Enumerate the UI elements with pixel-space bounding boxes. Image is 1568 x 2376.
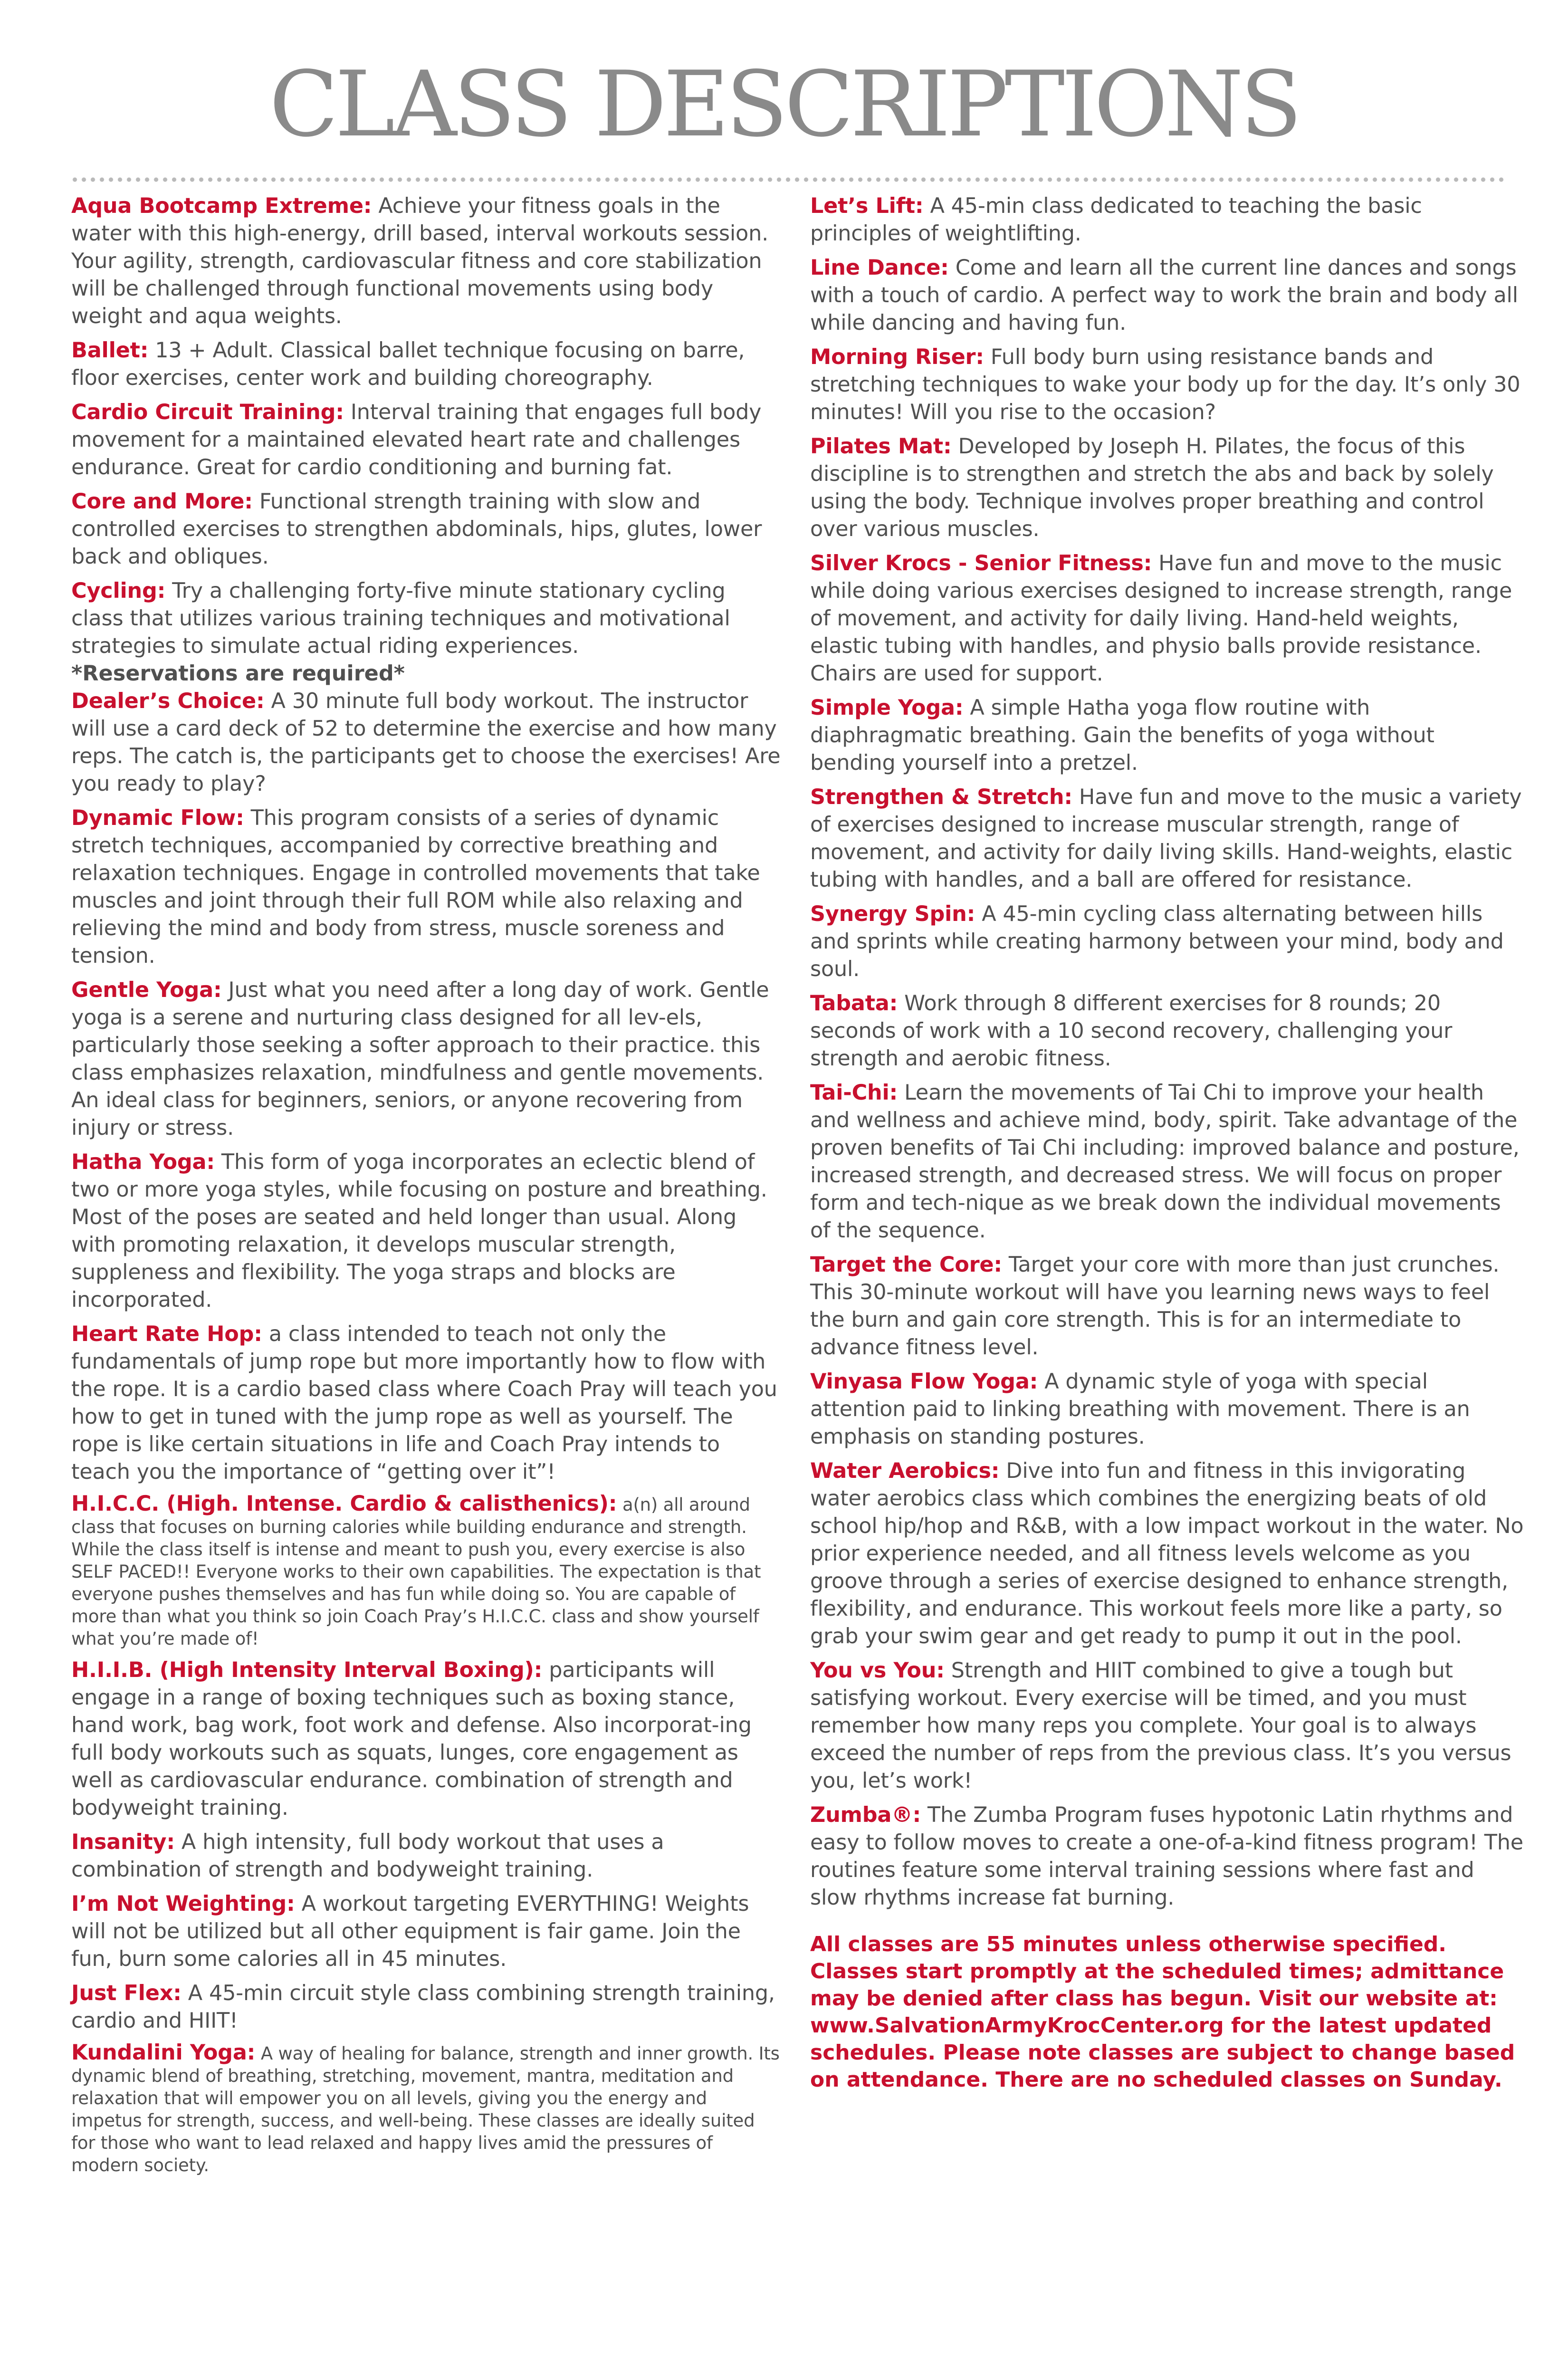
class-text: Dive into fun and fitness in this invigorating water aerobics class which combines the energizing beats of old school hip/hop and R&B, with a low impact workout in the water. No prior experience needed, and all fitness levels welcome as you groove through a series of exercise designed to enhance strength, flexibility, and endurance. This workout feels more like a party, so grab your swim gear and get ready to pump it out in the pool. bbox=[810, 1459, 1524, 1648]
class-name: Just Flex: bbox=[71, 1981, 182, 2005]
class-name: You vs You: bbox=[810, 1658, 945, 1683]
class-text: Interval training that engages full body movement for a maintained elevated heart rate and challenges endurance. Great for cardio conditioning and burning fat. bbox=[71, 400, 762, 479]
class-text: Learn the movements of Tai Chi to improve your health and wellness and achieve mind, body, spirit. Take advantage of the proven benefits of Tai Chi including: improved balance and posture, increased strength, and decreased stress. We will focus on proper form and tech-nique as we break down the individual movements of the sequence. bbox=[810, 1081, 1520, 1243]
class-text: 13 + Adult. Classical ballet technique focusing on barre, floor exercises, center work and building choreography. bbox=[71, 338, 745, 390]
class-description bbox=[71, 1321, 782, 1486]
page-title: CLASS DESCRIPTIONS bbox=[269, 52, 1299, 157]
class-description bbox=[810, 1657, 1525, 1795]
class-name: Pilates Mat: bbox=[810, 434, 952, 459]
class-description bbox=[810, 1457, 1525, 1650]
class-text: A 45-min class dedicated to teaching the basic principles of weightlifting. bbox=[810, 194, 1422, 246]
class-description bbox=[810, 254, 1525, 337]
class-description bbox=[71, 805, 782, 970]
schedule-notice: All classes are 55 minutes unless otherwise specified. Classes start promptly at the scheduled times; admittance may be denied after class has begun. Visit our website at: www.SalvationArmyKrocCenter.org for the latest updated schedules. Please note classes are subject to change based on attendance. There are no scheduled classes on Sunday. bbox=[810, 1932, 1515, 2092]
class-name: Target the Core: bbox=[810, 1253, 1002, 1277]
class-description bbox=[810, 784, 1525, 894]
class-name: Tabata: bbox=[810, 991, 898, 1016]
class-description bbox=[810, 1801, 1525, 1912]
class-text: A high intensity, full body workout that uses a combination of strength and bodyweight training. bbox=[71, 1830, 664, 1882]
dotted-divider bbox=[70, 176, 1505, 183]
class-text: Strength and HIIT combined to give a tough but satisfying workout. Every exercise will be timed, and you must remember how many reps you complete. Your goal is to always exceed the number of reps from the previous class. It’s you versus you, let’s work! bbox=[810, 1658, 1511, 1793]
class-text: This form of yoga incorporates an eclectic blend of two or more yoga styles, while focusing on posture and breathing. Most of the poses are seated and held longer than usual. Along with promoting relaxation, it develops muscular strength, suppleness and flexibility. The yoga straps and blocks are incorporated. bbox=[71, 1150, 767, 1312]
class-description bbox=[810, 550, 1525, 688]
class-description bbox=[71, 1890, 782, 1973]
class-text: Have fun and move to the music a variety of exercises designed to increase muscular strength, range of movement, and activity for daily living skills. Hand-weights, elastic tubing with handles, and a ball are offered for resistance. bbox=[810, 785, 1522, 892]
class-text: Just what you need after a long day of work. Gentle yoga is a serene and nurturing class designed for all lev-els, particularly those seeking a softer approach to their practice. this class emphasizes relaxation, mindfulness and gentle movements. An ideal class for beginners, seniors, or anyone recovering from injury or stress. bbox=[71, 978, 769, 1140]
class-name: Tai-Chi: bbox=[810, 1081, 898, 1105]
class-name: Ballet: bbox=[71, 338, 149, 363]
class-text: A workout targeting EVERYTHING! Weights will not be utilized but all other equipment is fair game. Join the fun, burn some calories all in 45 minutes. bbox=[71, 1892, 749, 1971]
class-description bbox=[810, 901, 1525, 983]
class-text: A way of healing for balance, strength and inner growth. Its dynamic blend of breathing, stretching, movement, mantra, meditation and relaxation that will empower you on all levels, giving you the energy and impetus for strength, success, and well-being. These classes are ideally suited for those who want to lead relaxed and happy lives amid the pressures of modern society. bbox=[71, 2043, 780, 2175]
class-name: Cycling: bbox=[71, 579, 166, 603]
class-name: I’m Not Weighting: bbox=[71, 1892, 295, 1916]
class-name: Simple Yoga: bbox=[810, 696, 964, 720]
class-text: Target your core with more than just crunches. This 30-minute workout will have you learning news ways to feel the burn and gain core strength. This is for an intermediate to advance fitness level. bbox=[810, 1253, 1500, 1360]
class-name: Water Aerobics: bbox=[810, 1459, 1000, 1483]
class-description bbox=[71, 1149, 782, 1314]
class-name: Silver Krocs - Senior Fitness: bbox=[810, 551, 1152, 575]
class-description bbox=[810, 433, 1525, 543]
class-name: Aqua Bootcamp Extreme: bbox=[71, 194, 372, 218]
left-column bbox=[71, 192, 782, 2183]
right-column bbox=[810, 192, 1525, 2114]
class-description bbox=[810, 1079, 1525, 1245]
reservation-note: *Reservations are required* bbox=[71, 661, 405, 686]
class-text: Work through 8 different exercises for 8 rounds; 20 seconds of work with a 10 second recovery, challenging your strength and aerobic fitness. bbox=[810, 991, 1453, 1071]
class-description bbox=[810, 344, 1525, 426]
class-description bbox=[71, 1829, 782, 1884]
class-name: Vinyasa Flow Yoga: bbox=[810, 1370, 1038, 1394]
class-text: Come and learn all the current line dances and songs with a touch of cardio. A perfect way to work the brain and body all while dancing and having fun. bbox=[810, 256, 1518, 335]
class-name: Dealer’s Choice: bbox=[71, 689, 265, 713]
class-name: Cardio Circuit Training: bbox=[71, 400, 344, 424]
class-text: a(n) all around class that focuses on burning calories while building endurance and strength. While the class itself is intense and meant to push you, every exercise is also SELF PACED!! Everyone works to their own capabilities. The expectation is that everyone pushes themselves and has fun while doing so. You are capable of more than what you think so join Coach Pray’s H.I.C.C. class and show yourself what you’re made of! bbox=[71, 1495, 761, 1649]
class-description bbox=[71, 977, 782, 1142]
class-text: Achieve your fitness goals in the water with this high-energy, drill based, interval workouts session. Your agility, strength, cardiovascular fitness and core stabilization will be challenged through functional movements using body weight and aqua weights. bbox=[71, 194, 769, 328]
class-description bbox=[810, 192, 1525, 248]
class-text: A dynamic style of yoga with special attention paid to linking breathing with movement. There is an emphasis on standing postures. bbox=[810, 1370, 1470, 1449]
class-description bbox=[71, 192, 782, 330]
class-name: Strengthen & Stretch: bbox=[810, 785, 1072, 809]
class-text: A 30 minute full body workout. The instructor will use a card deck of 52 to determine the exercise and how many reps. The catch is, the participants get to choose the exercises! Are you ready to play? bbox=[71, 689, 781, 796]
class-name: Let’s Lift: bbox=[810, 194, 924, 218]
class-description bbox=[71, 399, 782, 481]
class-text: Full body burn using resistance bands and stretching techniques to wake your body up for the day. It’s only 30 minutes! Will you rise to the occasion? bbox=[810, 345, 1520, 424]
class-name: Heart Rate Hop: bbox=[71, 1322, 262, 1346]
class-description bbox=[71, 337, 782, 392]
class-text: The Zumba Program fuses hypotonic Latin rhythms and easy to follow moves to create a one-of-a-kind fitness program! The routines feature some interval training sessions where fast and slow rhythms increase fat burning. bbox=[810, 1803, 1523, 1910]
class-description bbox=[71, 1657, 782, 1822]
class-text: Have fun and move to the music while doing various exercises designed to increase strength, range of movement, and activity for daily living. Hand-held weights, elastic tubing with handles, and physio balls provide resistance. Chairs are used for support. bbox=[810, 551, 1512, 686]
class-name: Core and More: bbox=[71, 489, 253, 514]
class-name: Synergy Spin: bbox=[810, 902, 975, 926]
class-text: A 45-min circuit style class combining strength training, cardio and HIIT! bbox=[71, 1981, 775, 2033]
class-description bbox=[810, 694, 1525, 777]
class-name: Line Dance: bbox=[810, 256, 949, 280]
class-description bbox=[810, 1368, 1525, 1451]
class-description bbox=[71, 1980, 782, 2035]
class-text: a class intended to teach not only the fundamentals of jump rope but more importantly how to flow with the rope. It is a cardio based class where Coach Pray will teach you how to get in tuned with the jump rope as well as yourself. The rope is like certain situations in life and Coach Pray intends to teach you the importance of “getting over it”! bbox=[71, 1322, 777, 1484]
class-text: A simple Hatha yoga flow routine with diaphragmatic breathing. Gain the benefits of yoga without bending yourself into a pretzel. bbox=[810, 696, 1434, 775]
class-text: Developed by Joseph H. Pilates, the focus of this discipline is to strengthen and stretch the abs and back by solely using the body. Technique involves proper breathing and control over various muscles. bbox=[810, 434, 1494, 541]
class-name: H.I.I.B. (High Intensity Interval Boxing): bbox=[71, 1658, 543, 1682]
class-text: This program consists of a series of dynamic stretch techniques, accompanied by corrective breathing and relaxation techniques. Engage in controlled movements that take muscles and joint through their full ROM while also relaxing and relieving the mind and body from stress, muscle soreness and tension. bbox=[71, 806, 760, 968]
class-text: A 45-min cycling class alternating between hills and sprints while creating harmony between your mind, body and soul. bbox=[810, 902, 1504, 981]
class-description bbox=[71, 1493, 782, 1650]
class-description bbox=[71, 488, 782, 571]
class-description bbox=[71, 577, 782, 660]
class-name: Gentle Yoga: bbox=[71, 978, 222, 1002]
class-name: Morning Riser: bbox=[810, 345, 984, 369]
class-name: Insanity: bbox=[71, 1830, 175, 1854]
class-name: Hatha Yoga: bbox=[71, 1150, 215, 1174]
class-text: Functional strength training with slow and controlled exercises to strengthen abdominals, hips, glutes, lower back and obliques. bbox=[71, 489, 762, 569]
class-text: Try a challenging forty-five minute stationary cycling class that utilizes various training techniques and motivational strategies to simulate actual riding experiences. bbox=[71, 579, 730, 658]
class-name: Kundalini Yoga: bbox=[71, 2041, 256, 2065]
class-description bbox=[71, 688, 782, 798]
class-name: Dynamic Flow: bbox=[71, 806, 244, 830]
class-name: Zumba®: bbox=[810, 1803, 921, 1827]
class-description bbox=[810, 990, 1525, 1073]
class-description bbox=[71, 2041, 782, 2176]
class-description bbox=[810, 1251, 1525, 1361]
class-text: participants will engage in a range of boxing techniques such as boxing stance, hand work, bag work, foot work and defense. Also incorporat-ing full body workouts such as squats, lunges, core engagement as well as cardiovascular endurance. combination of strength and bodyweight training. bbox=[71, 1658, 752, 1820]
class-name: H.I.C.C. (High. Intense. Cardio & calisthenics): bbox=[71, 1492, 617, 1516]
